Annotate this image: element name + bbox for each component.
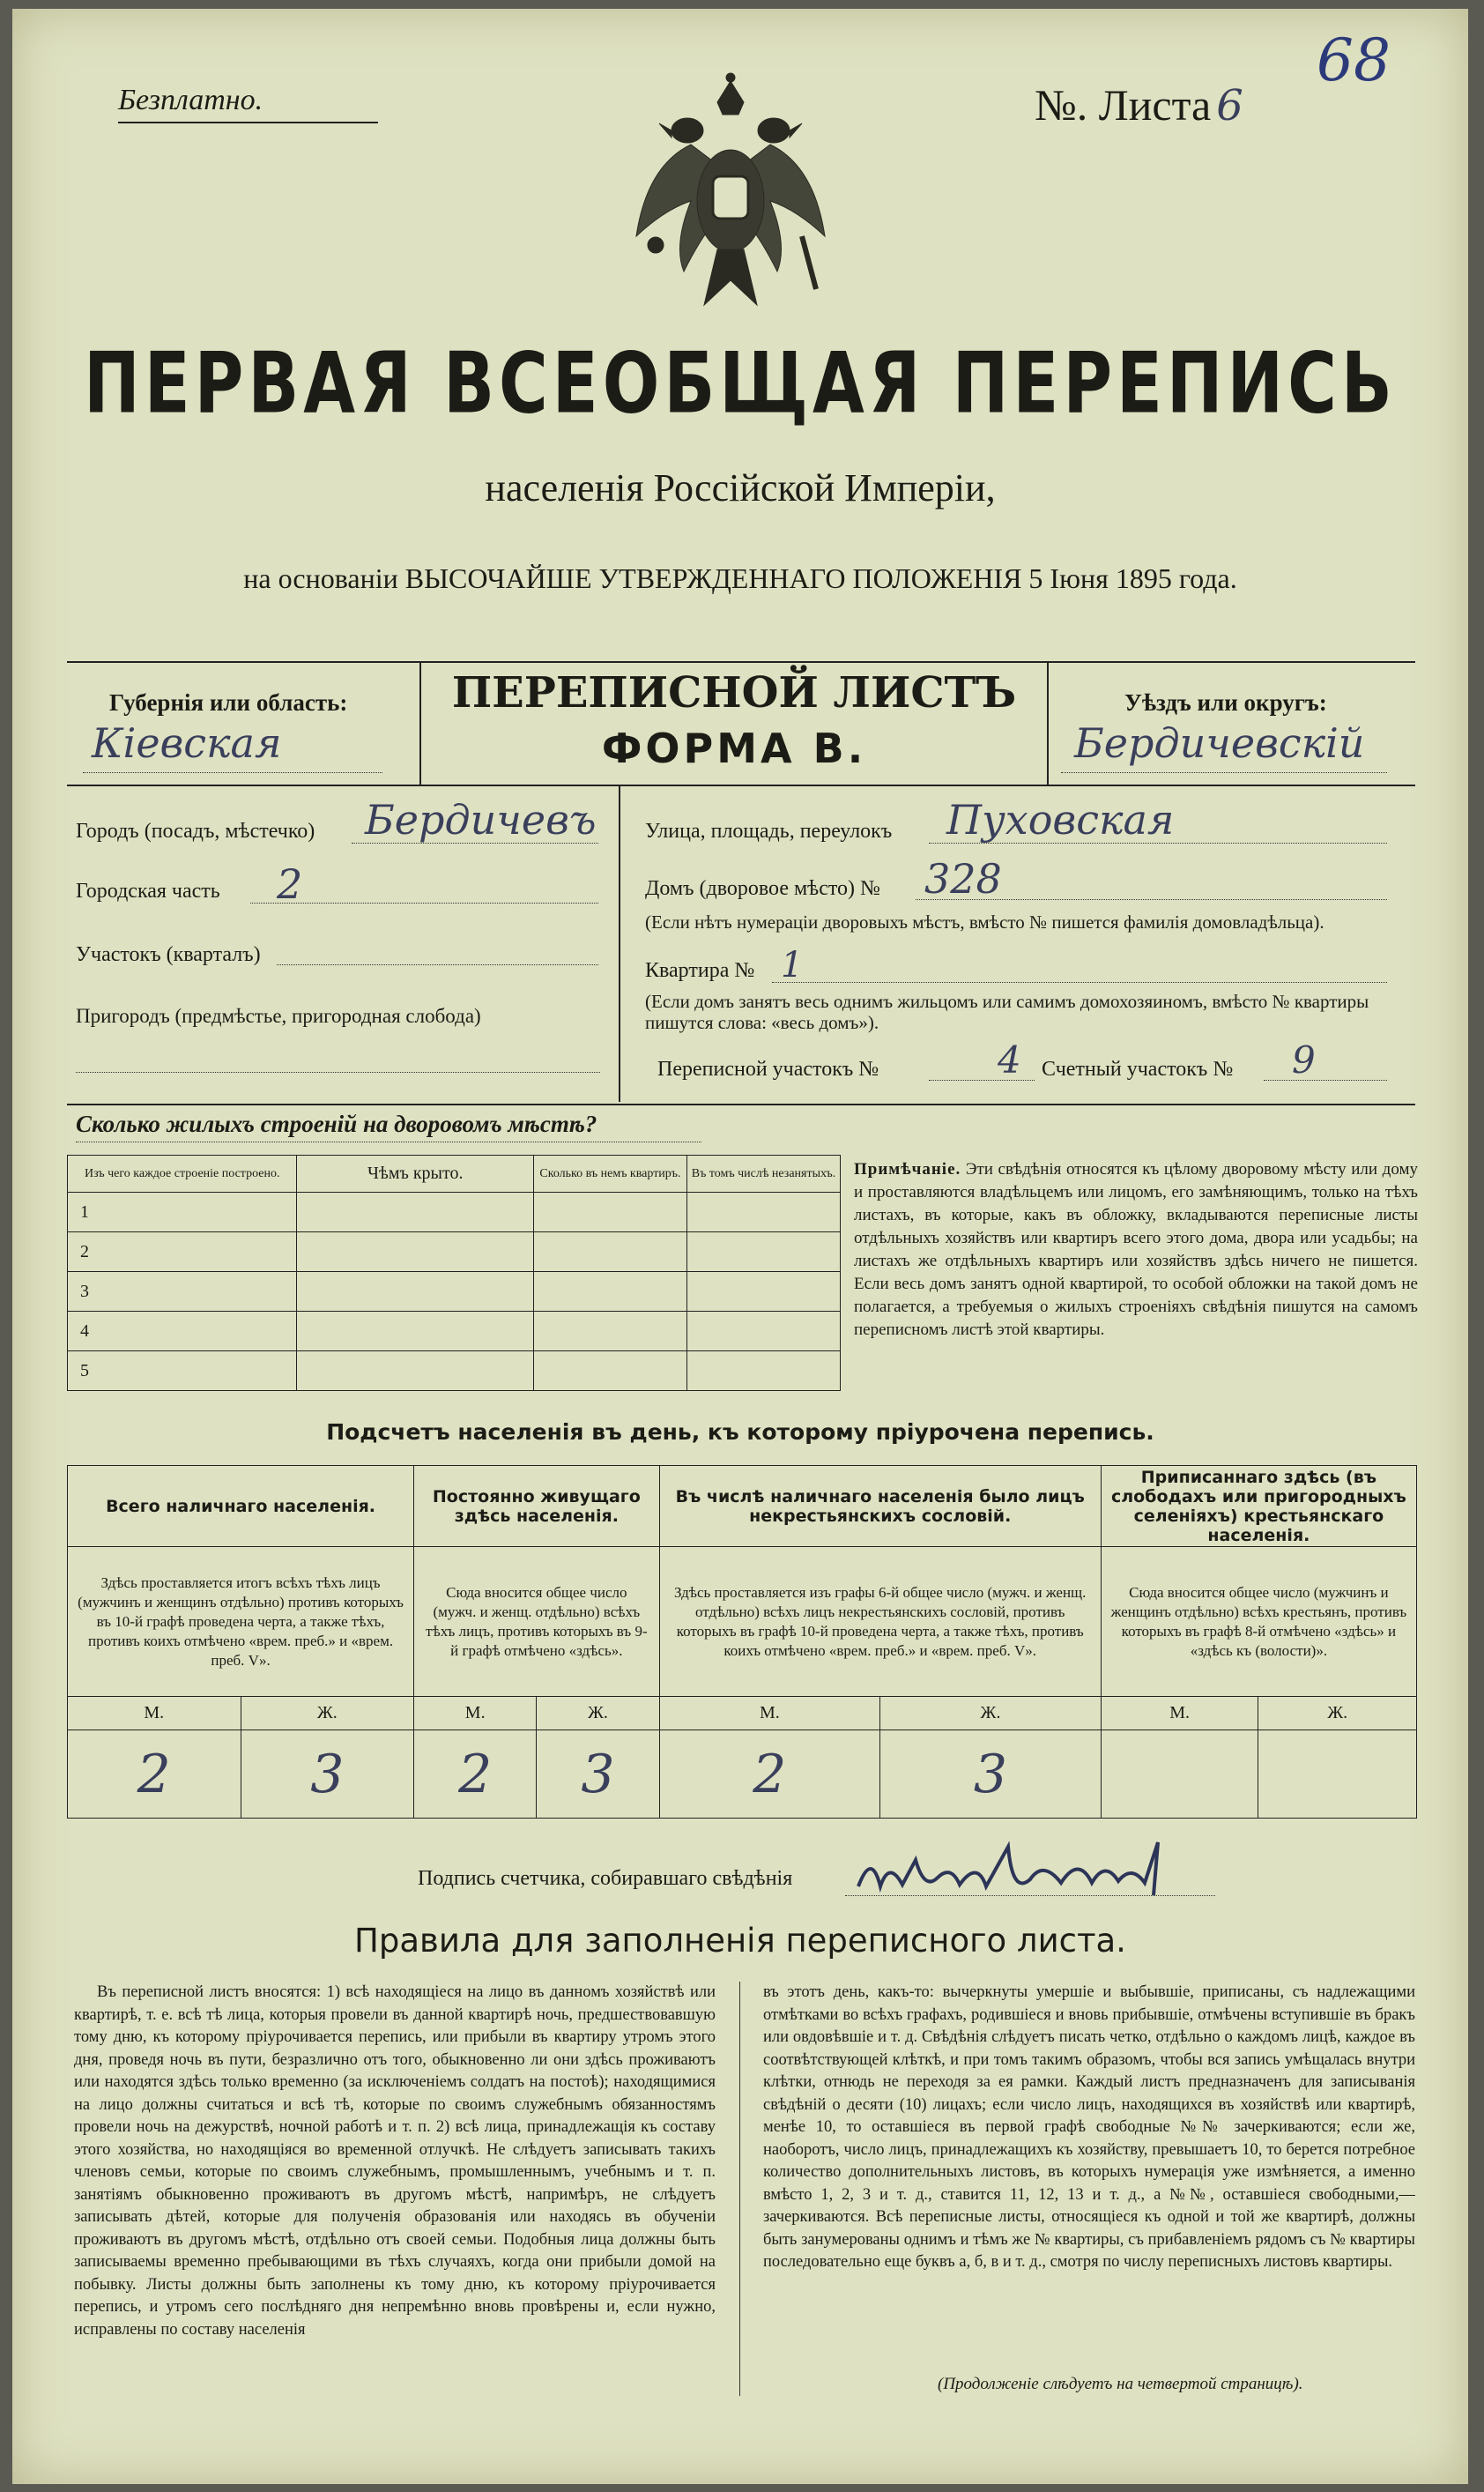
count-header-peasant: Приписаннаго здѣсь (въ слободахъ или пригородныхъ селеніяхъ) крестьянскаго населенія.: [1101, 1466, 1416, 1547]
count-permanent-m: 2: [414, 1730, 537, 1819]
count-desc-non-peasant: Здѣсь проставляется изъ графы 6-й общее число (мужч. и женщ. отдѣльно) всѣхъ лицъ некрестьянскихъ сословій, противъ которыхъ въ графѣ 10-й проведена черта, а также тѣхъ, противъ коихъ отмѣчено «врем. преб.» и «врем. преб. V».: [659, 1547, 1101, 1697]
district-label: Городская часть: [76, 880, 220, 903]
buildings-row-number: 4: [68, 1312, 297, 1351]
uezd-value: Бердичевскій: [1074, 719, 1365, 767]
count-peasant-f: [1258, 1730, 1417, 1819]
buildings-row-number: 2: [68, 1232, 297, 1272]
count-desc-permanent: Сюда вносится общее число (мужч. и женщ. отдѣльно) всѣхъ тѣхъ лицъ, противъ которыхъ въ 9-й графѣ отмѣчено «здѣсь».: [414, 1547, 660, 1697]
count-header-permanent: Постоянно живущаго здѣсь населенія.: [414, 1466, 660, 1547]
note-block: [854, 1158, 1418, 1342]
buildings-header-vacant: Въ томъ числѣ незанятыхъ.: [686, 1156, 840, 1193]
count-permanent-f: 3: [537, 1730, 659, 1819]
signature-label: Подпись счетчика, собиравшаго свѣдѣнія: [418, 1867, 793, 1890]
gubernia-line: [83, 772, 382, 773]
free-underline: [118, 122, 378, 123]
census-area-label: Переписной участокъ №: [657, 1058, 879, 1081]
signature-line: [845, 1895, 1215, 1896]
count-f-header: Ж.: [1258, 1697, 1417, 1730]
sheet-number: [1035, 79, 1243, 130]
house-label: Домъ (дворовое мѣсто) №: [645, 877, 880, 900]
city-value: Бердичевъ: [365, 796, 597, 844]
section-label: Участокъ (кварталъ): [76, 943, 261, 966]
rules-title: Правила для заполненія переписного листа.: [354, 1922, 1126, 1960]
suburb-line: [76, 1072, 600, 1073]
count-area-line: [1264, 1080, 1387, 1081]
uezd-line: [1061, 772, 1387, 773]
gubernia-value: Кіевская: [92, 719, 282, 767]
street-label: Улица, площадь, переулокъ: [645, 820, 893, 843]
district-line: [250, 903, 598, 904]
buildings-question: Сколько жилыхъ строеній на дворовомъ мѣстѣ?: [76, 1111, 597, 1137]
sheet-number-value: 6: [1216, 81, 1243, 130]
city-label: Городъ (посадъ, мѣстечко): [76, 820, 315, 843]
counter-signature: [854, 1825, 1206, 1913]
legal-basis: на основаніи ВЫСОЧАЙШЕ УТВЕРЖДЕННАГО ПОЛОЖЕНІЯ 5 Іюня 1895 года.: [243, 562, 1237, 594]
house-note: (Если нѣтъ нумераціи дворовыхъ мѣстъ, вмѣсто № пишется фамилія домовладѣльца).: [645, 911, 1324, 933]
buildings-row-number: 1: [68, 1193, 297, 1232]
street-line: [929, 843, 1387, 844]
note-text: Эти свѣдѣнія относятся къ цѣлому дворовому мѣсту или дому и проставляются владѣльцемъ или лицомъ, его замѣняющимъ, только на тѣхъ листахъ, въ которые, какъ въ обложку, вкладываются переписные листы отдѣльныхъ хозяйствъ или квартиръ всего этого дома, двора или усадьбы; на листахъ же отдѣльныхъ квартиръ или хозяйствъ здѣсь ничего не пишется. Если весь домъ занятъ одной квартирой, то особой обложки на такой домъ не полагается, а требуемыя о жилыхъ строеніяхъ свѣдѣнія пишутся на самомъ переписномъ листѣ этой квартиры.: [854, 1160, 1418, 1339]
count-desc-peasant: Сюда вносится общее число (мужчинъ и женщинъ отдѣльно) всѣхъ крестьянъ, противъ которыхъ въ графѣ 8-й отмѣчено «здѣсь» и «здѣсь къ (волости)».: [1101, 1547, 1416, 1697]
form-title: ФОРМА В.: [601, 725, 867, 772]
apartment-line: [772, 982, 1387, 983]
count-m-header: М.: [68, 1697, 241, 1730]
section-line: [277, 964, 598, 965]
house-line: [916, 899, 1387, 900]
sheet-number-label: №. Листа: [1035, 80, 1212, 130]
district-value: 2: [277, 860, 303, 908]
count-total-f: 3: [241, 1730, 414, 1819]
rules-right-column: въ этотъ день, какъ-то: вычеркнуты умершіе и выбывшіе, приписаны, съ надлежащими отмѣтками во всѣхъ графахъ, родившіеся и вновь прибывшіе, отмѣчены вступившіе въ бракъ или овдовѣвшіе и т. д. Свѣдѣнія слѣдуетъ писать четко, отдѣльно о каждомъ лицѣ, каждое въ соотвѣтствующей клѣткѣ, и при томъ такимъ образомъ, чтобы вся запись умѣщалась внутри клѣтки, отнюдь не переходя за ея рамки. Каждый листъ предназначенъ для записыванія свѣдѣній о десяти (10) лицахъ; если число лицъ, находящихся въ хозяйствѣ или квартирѣ, менѣе 10, то оставшіеся въ первой графѣ свободные №№ зачеркиваются; если же, наоборотъ, число лицъ, принадлежащихъ къ хозяйству, превышаетъ 10, то берется потребное количество дополнительныхъ листовъ, въ которыхъ нумерація уже измѣняется, а именно вмѣсто 1, 2, 3 и т. д., ставится 11, 12, 13 и т. д., а №№, оставшіеся свободными,—зачеркиваются. Всѣ переписные листы, относящіеся къ одной и той же квартирѣ, должны быть занумерованы однимъ и тѣмъ же № квартиры, съ прибавленіемъ рядомъ съ № квартиры последовательно еще буквъ а, б, в и т. д., смотря по числу переписныхъ листовъ квартиры.: [763, 1983, 1415, 2271]
buildings-table: [67, 1155, 841, 1391]
buildings-row: [68, 1351, 841, 1391]
note-title: Примѣчаніе.: [854, 1160, 961, 1179]
census-subtitle: населенія Россійской Имперіи,: [485, 466, 996, 510]
count-f-header: Ж.: [880, 1697, 1102, 1730]
count-header-non-peasant: Въ числѣ наличнаго населенія было лицъ некрестьянскихъ сословій.: [659, 1466, 1101, 1547]
count-desc-total: Здѣсь проставляется итогъ всѣхъ тѣхъ лицъ (мужчинъ и женщинъ отдѣльно) противъ которыхъ въ 10-й графѣ проведена черта, а также тѣхъ, противъ коихъ отмѣчено «врем. преб.» и «врем. преб. V».: [68, 1547, 414, 1697]
buildings-header-apartments: Сколько въ немъ квартиръ.: [534, 1156, 687, 1193]
count-area-value: 9: [1292, 1038, 1316, 1082]
census-sheet: [12, 9, 1468, 2484]
count-f-header: Ж.: [537, 1697, 659, 1730]
house-value: 328: [924, 855, 1002, 903]
count-m-header: М.: [414, 1697, 537, 1730]
count-non-peasant-m: 2: [659, 1730, 880, 1819]
count-f-header: Ж.: [241, 1697, 414, 1730]
count-m-header: М.: [1101, 1697, 1258, 1730]
census-title: ПЕРВАЯ ВСЕОБЩАЯ ПЕРЕПИСЬ: [84, 333, 1397, 433]
buildings-row-number: 5: [68, 1351, 297, 1391]
street-value: Пуховская: [946, 796, 1175, 844]
count-area-label: Счетный участокъ №: [1042, 1058, 1234, 1081]
gubernia-label: Губернія или область:: [109, 689, 348, 716]
buildings-row: [68, 1272, 841, 1312]
suburb-label: Пригородъ (предмѣстье, пригородная слобода): [76, 1005, 481, 1027]
buildings-row: [68, 1232, 841, 1272]
free-label: Безплатно.: [118, 84, 263, 116]
buildings-row: [68, 1193, 841, 1232]
count-header-total: Всего наличнаго населенія.: [68, 1466, 414, 1547]
apartment-note: (Если домъ занятъ весь однимъ жильцомъ или самимъ домохозяиномъ, вмѣсто № квартиры пишутся слова: «весь домъ»).: [645, 991, 1369, 1033]
census-area-value: 4: [998, 1038, 1021, 1082]
count-table: [67, 1465, 1417, 1819]
uezd-label: Уѣздъ или округъ:: [1124, 689, 1327, 716]
sheet-title: ПЕРЕПИСНОЙ ЛИСТЪ: [451, 668, 1017, 718]
buildings-row: [68, 1312, 841, 1351]
imperial-eagle-emblem: [629, 69, 832, 324]
buildings-row-number: 3: [68, 1272, 297, 1312]
apartment-label: Квартира №: [645, 959, 755, 982]
count-peasant-m: [1101, 1730, 1258, 1819]
apartment-value: 1: [781, 945, 804, 986]
rules-left-column: Въ переписной листъ вносятся: 1) всѣ находящіеся на лицо въ данномъ хозяйствѣ или квартирѣ, т. е. всѣ тѣ лица, которыя провели въ данной квартирѣ ночь, предшествовавшую тому дню, къ которому пріурочивается перепись, или прибыли въ квартиру утромъ этого дня, проведя ночь въ пути, безразлично отъ того, обыкновенно ли они здѣсь проживаютъ или находятся здѣсь только временно (за исключеніемъ солдатъ на постоѣ); находящимися на лицо должны считаться и всѣ тѣ, которые по своимъ служебнымъ обязанностямъ провели ночь на дежурствѣ, ночной работѣ и т. п. 2) всѣ лица, принадлежащія къ составу этого хозяйства, но находящіяся во временной отлучкѣ. Не слѣдуетъ записывать такихъ членовъ семьи, которые по своимъ служебнымъ, промышленнымъ, учебнымъ и т. п. занятіямъ обыкновенно проживаютъ въ другомъ мѣстѣ, напримѣръ, не слѣдуетъ записывать дѣтей, которые для полученія образованія или находясь въ обученіи проживаютъ въ другомъ мѣстѣ, отдѣльно отъ своей семьи. Подобныя лица должны быть записываемы временно пребывающими въ тѣхъ случаяхъ, когда они прибыли домой на побывку. Листы должны быть заполнены къ тому дню, къ которому пріурочивается перепись, и утромъ сего послѣдняго дня непремѣнно вновь провѣрены и, если нужно, исправлены по составу населенія: [74, 1983, 716, 2339]
address-divider: [619, 785, 620, 1102]
archive-number: 68: [1317, 26, 1391, 94]
buildings-header-material: Изъ чего каждое строеніе построено.: [68, 1156, 297, 1193]
city-line: [352, 843, 598, 844]
count-m-header: М.: [659, 1697, 880, 1730]
rules-continued: (Продолженіе слѣдуетъ на четвертой страницѣ).: [938, 2375, 1303, 2393]
count-title: Подсчетъ населенія въ день, къ которому пріурочена перепись.: [326, 1419, 1154, 1445]
count-total-m: 2: [68, 1730, 241, 1819]
count-non-peasant-f: 3: [880, 1730, 1102, 1819]
buildings-header-roof: Чѣмъ крыто.: [297, 1156, 534, 1193]
census-area-line: [929, 1080, 1035, 1081]
rules-divider: [739, 1982, 740, 2396]
